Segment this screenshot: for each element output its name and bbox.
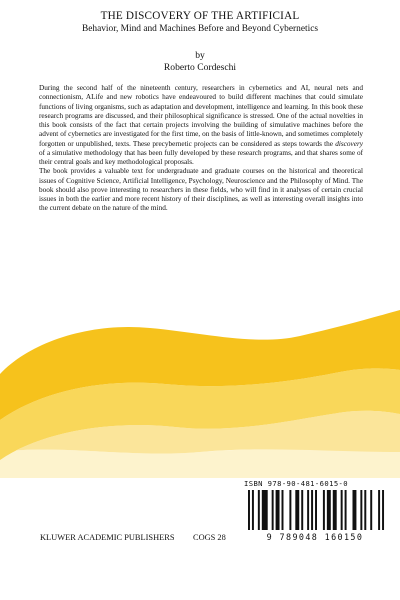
barcode-bar	[382, 490, 384, 530]
barcode-bar	[323, 490, 325, 530]
book-title: THE DISCOVERY OF THE ARTIFICIAL	[100, 10, 300, 22]
series-label: COGS 28	[193, 533, 226, 542]
barcode-bar	[341, 490, 343, 530]
barcode-bar	[352, 490, 356, 530]
barcode-bar	[282, 490, 284, 530]
barcode-bar	[364, 490, 366, 530]
blurb-paragraph-1-end: of a simulative methodology that has been fully developed by these research programs, and that shares some of their central goals and key methodological proposals.	[39, 148, 363, 166]
barcode-bar	[248, 490, 250, 530]
barcode-bar	[315, 490, 317, 530]
barcode-image	[246, 490, 388, 530]
blurb	[39, 84, 363, 214]
barcode-bar	[327, 490, 331, 530]
barcode-bar	[272, 490, 274, 530]
barcode-bar	[307, 490, 309, 530]
barcode-bar	[370, 490, 372, 530]
author-name: Roberto Cordeschi	[163, 62, 237, 73]
barcode-bar	[360, 490, 362, 530]
barcode-bar	[262, 490, 268, 530]
barcode-bar	[345, 490, 347, 530]
blurb-emphasis: discovery	[335, 139, 363, 148]
by-line: by	[195, 50, 205, 61]
publisher-name: KLUWER ACADEMIC PUBLISHERS	[40, 533, 175, 542]
barcode-bar	[252, 490, 254, 530]
barcode-bar	[258, 490, 260, 530]
barcode-bar	[301, 490, 303, 530]
title-block	[0, 10, 400, 35]
barcode-bar	[311, 490, 313, 530]
wave-band-pale	[0, 448, 400, 478]
isbn-label: ISBN 978-90-481-6015-0	[244, 479, 348, 488]
barcode-bar	[333, 490, 337, 530]
barcode-bar	[276, 490, 280, 530]
barcode-number: 9 789048 160150	[266, 532, 364, 542]
yellow-wave-decoration	[0, 302, 400, 478]
blurb-paragraph-2: The book provides a valuable text for undergraduate and graduate courses on the historical and theoretical issues of Cognitive Science, Artificial Intelligence, Psychology, Neuroscience and the Philosophy of Mind. The book should also prove interesting to researchers in these fields, who will find in it analyses of certain crucial issues in both the earlier and more recent history of their disciplines, as well as interesting overall insights into the current debate on the nature of the mind.	[39, 167, 363, 213]
barcode-bar	[295, 490, 299, 530]
barcode-bar	[378, 490, 380, 530]
blurb-paragraph-1-start: During the second half of the nineteenth century, researchers in cybernetics and AI, neural nets and connectionism, ALife and new robotics have endeavoured to build different machines that could simulate functions of living organisms, such as adaptation and development, intelligence and learning. In this book these research programs are discussed, and their philosophical significance is stressed. One of the actual novelties in this book consists of the fact that certain projects involving the building of simulative machines before the advent of cybernetics are investigated for the first time, on the basis of little-known, and sometimes completely forgotten or unpublished, texts. These precybernetic projects can be considered as steps towards the	[39, 84, 363, 148]
barcode-bar	[289, 490, 291, 530]
blurb-paragraph-1	[39, 84, 363, 167]
book-subtitle: Behavior, Mind and Machines Before and Beyond Cybernetics	[81, 24, 319, 34]
